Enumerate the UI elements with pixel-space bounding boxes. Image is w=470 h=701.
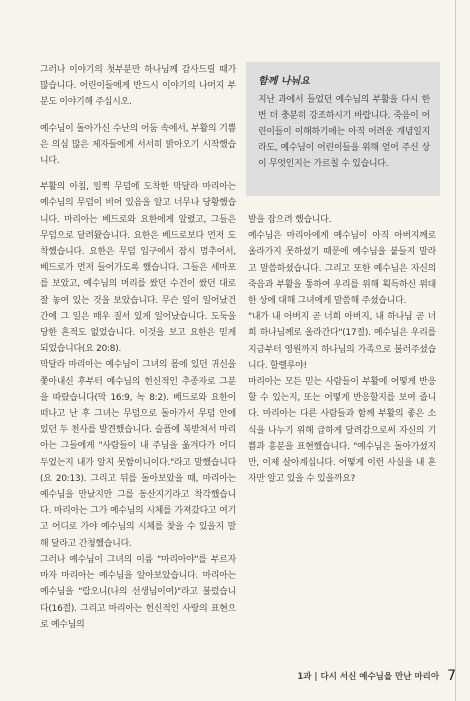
paragraph: 그러나 예수님이 그녀의 이름 "마리아야"를 부르자마자 마리아는 예수님을 알아보았습니다. 마리아는 예수님을 "랍오니(나의 선생님이여)"라고 불렀습니다(16절). 그리고 마리아는 헌신적인 사랑의 표현으로 예수님의 <box>40 554 236 630</box>
page-edge-rule <box>455 0 456 701</box>
quote-paragraph: "내가 내 아버지 곧 너희 아버지, 내 하나님 곧 너희 하나님께로 올라간다"(17절). 예수님은 우리를 지금부터 영원까지 하나님의 가족으로 불러주셨습니다. 할렐루야! <box>248 312 436 371</box>
sidebar-box-body: 지난 과에서 들었던 예수님의 부활을 다시 한 번 더 충분히 강조하시기 바랍니다. 죽음이 어린이들이 이해하기에는 아직 어려운 개념일지라도, 예수님이 어린이들을 위해 얻어 주신 상이 무엇인지는 가르칠 수 있습니다. <box>258 95 430 169</box>
paragraph: 그러나 이야기의 첫부분만 하나님께 감사드릴 때가 많습니다. 어린이들에게 반드시 이야기의 나머지 부분도 이야기해 주십시오. <box>40 65 236 108</box>
lesson-title: 1과 | 다시 서신 예수님을 만난 마리아 <box>297 672 440 682</box>
paragraph: 막달라 마리아는 예수님이 그녀의 몸에 있던 귀신을 쫓아내신 후부터 예수님의 헌신적인 추종자로 그분을 따랐습니다(막 16:9, 녹 8:2). 베드로와 요한이 떠나고 난 후 그녀는 무덤으로 돌아가서 무덤 안에 있던 두 천사를 발견했습니다. 슬픔에 복받쳐서 마리아는 그들에게 "사람들이 내 주님을 옮겨다가 어디 두었는지 내가 알지 못함이니이다."라고 말했습니다(요 20:13). 그리고 뒤를 돌아보았을 때, 마리아는 예수님을 만났지만 그를 동산지기라고 착각했습니다. 마리아는 그가 예수님의 시체를 가져갔다고 여기고 어디로 가야 예수님의 시체를 찾을 수 있을지 말해 달라고 간청했습니다. <box>40 360 236 549</box>
left-column <box>40 62 236 633</box>
right-column <box>248 212 436 487</box>
page-footer <box>290 666 456 686</box>
paragraph: 발을 잡으려 했습니다. <box>248 215 332 225</box>
sidebar-box <box>246 62 440 196</box>
paragraph: 예수님이 돌아가신 수난의 어둠 속에서, 부활의 기쁨은 의심 많은 제자들에게 서서히 밝아오기 시작했습니다. <box>40 123 236 167</box>
sidebar-box-title: 함께 나눠요 <box>258 76 310 87</box>
paragraph: 부활의 아침, 일찍 무덤에 도착한 막달라 마리아는 예수님의 무덤이 비어 있음을 알고 너무나 당황했습니다. 마리아는 베드로와 요한에게 알렸고, 그들은 무덤으로 달려왔습니다. 요한은 베드로보다 먼저 도착했습니다. 요한은 무덤 입구에서 잠시 멈추어서, 베드로가 먼저 들어가도록 했습니다. 그들은 세마포를 보았고, 예수님의 머리를 쌌던 수건이 쌌던 대로 잘 놓여 있는 것을 보았습니다. 무슨 일이 일어났건 간에 그 일은 매우 질서 있게 일어났습니다. 도둑을 당한 흔적도 없었습니다. 이것을 보고 요한은 믿게 되었습니다(요 20:8). <box>40 182 236 355</box>
paragraph: 예수님은 마리아에게 예수님이 아직 아버지께로 올라가지 못하셨기 때문에 예수님을 붙들지 말라고 말씀하셨습니다. 그리고 또한 예수님은 자신의 죽음과 부활을 통하여 우리를 위해 획득하신 위대한 상에 대해 그녀에게 말씀해 주셨습니다. <box>248 231 436 307</box>
page-number: 7 <box>447 668 456 684</box>
paragraph: 마리아는 모든 믿는 사람들이 부활에 어떻게 반응할 수 있는지, 또는 어떻게 반응할지를 보여 줍니다. 마리아는 다른 사람들과 함께 부활의 좋은 소식을 나누기 위해 급하게 달려감으로써 자신의 기쁨과 흥분을 표현했습니다. "예수님은 돌아가셨지만, 이제 살아계십니다. 어떻게 이런 사실을 내 혼자만 알고 있을 수 있을까요? <box>248 377 436 485</box>
